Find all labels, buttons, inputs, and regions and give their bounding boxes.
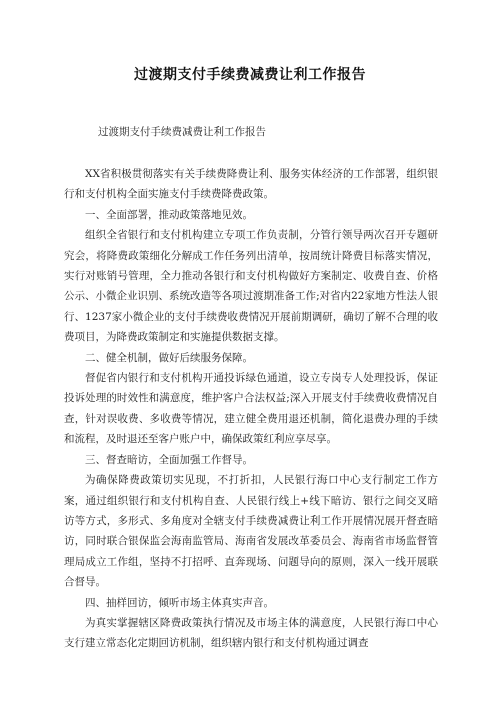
section-heading: 三、督查暗访，全面加强工作督导。 — [85, 453, 253, 466]
section-heading: 四、抽样回访，倾听市场主体真实声音。 — [85, 596, 274, 609]
section-heading: 二、健全机制，做好后续服务保障。 — [85, 351, 253, 364]
paragraph: 督促省内银行和支付机构开通投诉绿色通道，设立专岗专人处理投诉，保证投诉处理的时效性和满意度，维护客户合法权益;深入开展支付手续费收费情况自查，针对误收费、多收费等情况，建立健全费用退还机制，简化退费办理的手续和流程，及时退还至客户账户中，确保政策红利应享尽享。 — [64, 372, 438, 446]
document-subtitle: 过渡期支付手续费减费让利工作报告 — [98, 126, 266, 138]
paragraph: 为确保降费政策切实见现，不打折扣，人民银行海口中心支行制定工作方案，通过组织银行和支付机构自查、人民银行线上+线下暗访、银行之间交叉暗访等方式，多形式、多角度对全辖支付手续费减费让利工作开展情况展开督查暗访，同时联合银保监会海南监管局、海南省发展改革委员会、海南省市场监督管理局成立工作组，坚持不打招呼、直奔现场、问题导向的原则，深入一线开展联合督导。 — [64, 474, 438, 589]
paragraph: XX省积极贯彻落实有关手续费降费让利、服务实体经济的工作部署，组织银行和支付机构全面实施支付手续费降费政策。 — [64, 168, 438, 201]
document-body — [64, 164, 438, 654]
section-heading: 一、全面部署，推动政策落地见效。 — [85, 208, 253, 221]
document-title: 过渡期支付手续费减费让利工作报告 — [134, 67, 366, 83]
paragraph: 组织全省银行和支付机构建立专项工作负责制，分管行领导两次召开专题研究会，将降费政策细化分解成工作任务列出清单，按周统计降费目标落实情况，实行对账销号管理，全力推动各银行和支付机构做好方案制定、收费自查、价格公示、小微企业识别、系统改造等各项过渡期准备工作;对省内22家地方性法人银行、1237家小微企业的支付手续费收费情况开展前期调研，确切了解不合理的收费项目，为降费政策制定和实施提供数据支撑。 — [64, 229, 438, 344]
paragraph: 为真实掌握辖区降费政策执行情况及市场主体的满意度，人民银行海口中心支行建立常态化定期回访机制，组织辖内银行和支付机构通过调查 — [64, 616, 438, 650]
